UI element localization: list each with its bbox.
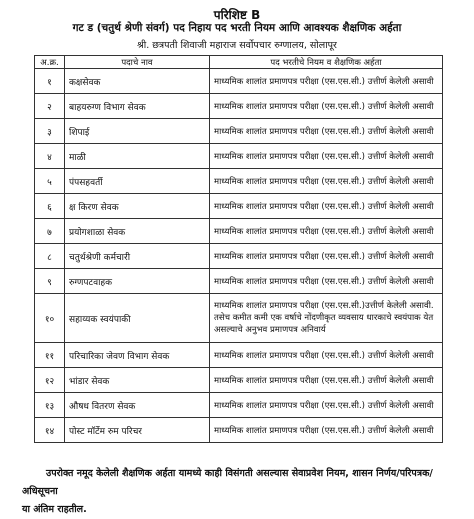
table-row [35,219,443,244]
post-name-cell: प्रयोगशाळा सेवक [65,219,210,244]
serial-cell: १४ [35,418,65,443]
post-name-cell: पंपसहवर्ती [65,169,210,194]
qualification-cell: माध्यमिक शालांत प्रमाणपत्र परीक्षा (एस.एस.सी.) उत्तीर्ण केलेली असावी [210,244,443,269]
post-name-cell: चतुर्थश्रेणी कर्मचारी [65,244,210,269]
column-header-qualification: पद भरतीचे नियम व शैक्षणिक अर्हता [210,56,443,69]
serial-cell: ९ [35,269,65,294]
appendix-title: परिशिष्ट B [213,8,261,22]
table-row [35,169,443,194]
serial-cell: ८ [35,244,65,269]
table-row [35,368,443,393]
table-row [35,294,443,343]
table-row [35,244,443,269]
post-name-cell: सहाय्यक स्वयंपाकी [65,294,210,343]
post-name-cell: पोस्ट मॉर्टेम रुम परिचर [65,418,210,443]
qualification-cell: माध्यमिक शालांत प्रमाणपत्र परीक्षा (एस.एस.सी.) उत्तीर्ण केलेली असावी [210,94,443,119]
qualification-cell: माध्यमिक शालांत प्रमाणपत्र परीक्षा (एस.एस.सी.) उत्तीर्ण केलेली असावी [210,343,443,368]
post-name-cell: भांडार सेवक [65,368,210,393]
table-row [35,194,443,219]
table-row [35,94,443,119]
qualification-cell: माध्यमिक शालांत प्रमाणपत्र परीक्षा (एस.एस.सी.) उत्तीर्ण केलेली असावी [210,194,443,219]
table-row [35,144,443,169]
serial-cell: १३ [35,393,65,418]
serial-cell: ११ [35,343,65,368]
institution-name: श्री. छत्रपती शिवाजी महाराज सर्वोपचार रुग्णालय, सोलापूर [137,40,337,51]
post-name-cell: बाहयरुग्ण विभाग सेवक [65,94,210,119]
post-name-cell: माळी [65,144,210,169]
serial-cell: ५ [35,169,65,194]
column-header-serial: अ.क्र. [35,56,65,69]
table-header-row [35,56,443,69]
serial-cell: २ [35,94,65,119]
qualification-cell: माध्यमिक शालांत प्रमाणपत्र परीक्षा (एस.एस.सी.) उत्तीर्ण केलेली असावी [210,219,443,244]
table-row [35,119,443,144]
qualification-table [34,55,443,443]
serial-cell: ६ [35,194,65,219]
post-name-cell: रुग्णपटवाहक [65,269,210,294]
footer-note-line2: या अंतिम राहतील. [22,504,87,515]
qualification-cell: माध्यमिक शालांत प्रमाणपत्र परीक्षा (एस.एस.सी.) उत्तीर्ण केलेली असावी [210,119,443,144]
qualification-cell: माध्यमिक शालांत प्रमाणपत्र परीक्षा (एस.एस.सी.) उत्तीर्ण केलेली असावी [210,418,443,443]
table-row [35,69,443,94]
table-row [35,418,443,443]
document-subtitle: गट ड (चतुर्थ श्रेणी संवर्ग) पद निहाय पद भरती नियम आणि आवश्यक शैक्षणिक अर्हता [72,22,402,34]
table-row [35,393,443,418]
table-row [35,269,443,294]
footer-note-line1: उपरोक्त नमूद केलेली शैक्षणिक अर्हता यामध्ये काही विसंगती असल्यास सेवाप्रवेश नियम, शासन निर्णय/परिपत्रक/अधिसूचना [22,468,433,497]
serial-cell: १२ [35,368,65,393]
post-name-cell: औषध वितरण सेवक [65,393,210,418]
post-name-cell: परिचारिका जेवण विभाग सेवक [65,343,210,368]
qualification-cell: माध्यमिक शालांत प्रमाणपत्र परीक्षा (एस.एस.सी.) उत्तीर्ण केलेली असावी [210,269,443,294]
serial-cell: ३ [35,119,65,144]
qualification-cell: माध्यमिक शालांत प्रमाणपत्र परीक्षा (एस.एस.सी.)उत्तीर्ण केलेली असावी. तसेच कमीत कमी एक वर्षाचे नोंदणीकृत व्यवसाय धारकाचे स्वयंपाक येत असल्याचे अनुभव प्रमाणपत्र अनिवार्य [210,294,443,343]
serial-cell: ७ [35,219,65,244]
qualification-cell: माध्यमिक शालांत प्रमाणपत्र परीक्षा (एस.एस.सी.) उत्तीर्ण केलेली असावी [210,169,443,194]
post-name-cell: कक्षसेवक [65,69,210,94]
post-name-cell: शिपाई [65,119,210,144]
column-header-post: पदाचे नाव [65,56,210,69]
serial-cell: १ [35,69,65,94]
serial-cell: ४ [35,144,65,169]
serial-cell: १० [35,294,65,343]
table-row [35,343,443,368]
qualification-cell: माध्यमिक शालांत प्रमाणपत्र परीक्षा (एस.एस.सी.) उत्तीर्ण केलेली असावी [210,144,443,169]
qualification-cell: माध्यमिक शालांत प्रमाणपत्र परीक्षा (एस.एस.सी.) उत्तीर्ण केलेली असावी [210,393,443,418]
footer-note [22,465,462,519]
post-name-cell: क्ष किरण सेवक [65,194,210,219]
qualification-cell: माध्यमिक शालांत प्रमाणपत्र परीक्षा (एस.एस.सी.) उत्तीर्ण केलेली असावी [210,368,443,393]
qualification-cell: माध्यमिक शालांत प्रमाणपत्र परीक्षा (एस.एस.सी.) उत्तीर्ण केलेली असावी [210,69,443,94]
